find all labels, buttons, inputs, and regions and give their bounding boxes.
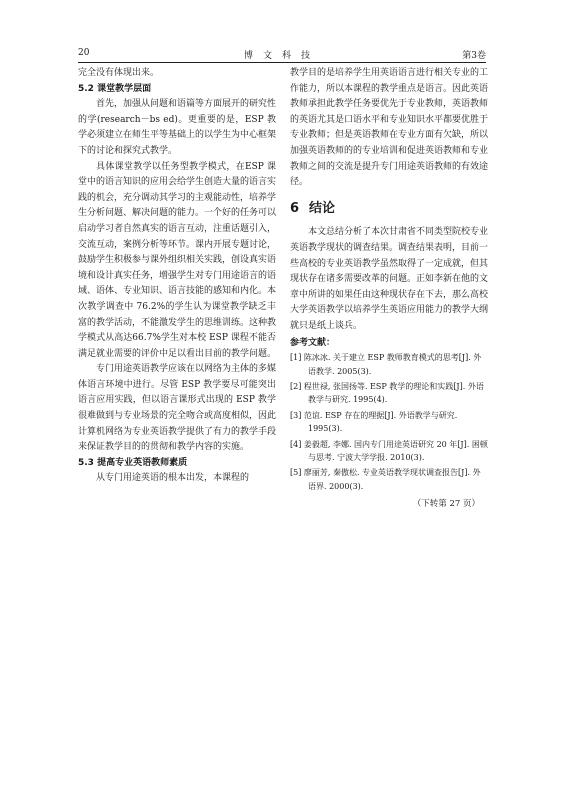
section-heading-conclusion	[290, 201, 488, 217]
reference-item: [5] 廖丽芳, 秦傲松. 专业英语教学现状调查报告[J]. 外语界. 2000(3).	[290, 468, 481, 491]
section-title: 结论	[309, 200, 336, 216]
reference-item: [4] 姜毅超, 李娜. 国内专门用途英语研究 20 年[J]. 困顿与思考. 宁波大学学报. 2010(3).	[290, 439, 488, 462]
right-column	[290, 66, 488, 513]
reference-item: [2] 程世禄, 张国扬等. ESP 教学的理论和实践[J]. 外语教学与研究. 1995(4).	[290, 381, 484, 405]
section-number: 6	[290, 200, 300, 216]
paragraph: 从专门用途英语的根本出发，本课程的	[96, 473, 250, 484]
paragraph: 具体课堂教学以任务型教学模式，在ESP 课堂中的语言知识的应用会给学生创造大量的语言实践的机会，充分调动其学习的主观能动性，培养学生分析问题、解决问题的能力。一个好的任务可以启动学习者自然真实的语言互动，注重话题引入，交流互动，案例分析等环节。课内开展专题讨论，鼓励学生积极参与课外组织相关实践，创设真实语境和设计真实任务，增强学生对专门用途语言的语域、语体、专业知识、语言技能的感知和内化。本次教学调查中 76.2%的学生认为课堂教学缺乏丰富的教学活动，不能激发学生的思维训练。这种教学模式从高达66.7%学生对本校 ESP 课程不能否满足就业需要的评价中足以看出目前的教学问题。	[78, 161, 277, 359]
subsection-heading-5-3: 5.3 提高专业英语教师素质	[78, 457, 188, 468]
references-heading: 参考文献：	[290, 337, 336, 348]
continued-on-page-note: （下转第 27 页）	[412, 499, 480, 510]
running-header	[78, 46, 486, 63]
journal-title: 博文科技	[243, 51, 320, 61]
subsection-heading-5-2: 5.2 课堂教学层面	[78, 83, 152, 94]
page-number: 20	[78, 48, 90, 58]
reference-item: [3] 范谊. ESP 存在的理据[J]. 外语教学与研究. 1995(3).	[290, 410, 458, 434]
reference-item: [1] 陈冰冰. 关于建立 ESP 教师教育模式的思考[J]. 外语教学. 2005(3).	[290, 353, 482, 376]
paragraph: 首先，加强从问题和语篇等方面展开的研究性的学(research－bs ed)。更重要的是，ESP 教学必须建立在师生平等基础上的以学生为中心框架下的讨论和探究式教学。	[78, 99, 277, 156]
paragraph-continued: 教学目的是培养学生用英语语言进行相关专业的工作能力，所以本课程的教学重点是语言。因此英语教师承担此教学任务要优先于专业教师，英语教师的英语尤其是口语水平和专业知识水平都要优胜于专业教师；但是英语教师在专业方面有欠缺，所以加强英语教师的的专业培训和促进英语教师和专业教师之间的交流是提升专门用途英语教师的有效途径。	[290, 68, 489, 188]
volume-label: 第3卷	[462, 51, 486, 61]
paragraph-continued: 完全没有体现出来。	[78, 68, 160, 78]
reference-list	[290, 351, 488, 493]
paragraph: 专门用途英语教学应该在以网络为主体的多媒体语言环境中进行。尽管 ESP 教学要尽可能突出语言应用实践，但以语言课形式出现的 ESP 教学很难做到与专业场景的完全吻合或高度相似，因此计算机网络为专业英语教学提供了有力的教学手段来保证教学目的的贯彻和教学内容的实施。	[78, 364, 277, 453]
left-column	[78, 66, 276, 487]
paragraph: 本文总结分析了本次甘肃省不同类型院校专业英语教学现状的调查结果。调查结果表明，目前一些高校的专业英语教学虽然取得了一定成就，但其现状存在诸多需要改革的问题。正如李新在他的文章中所讲的如果任由这种现状存在下去，那么高校大学英语教学以培养学生英语应用能力的教学大纲就只是纸上谈兵。	[290, 227, 489, 331]
